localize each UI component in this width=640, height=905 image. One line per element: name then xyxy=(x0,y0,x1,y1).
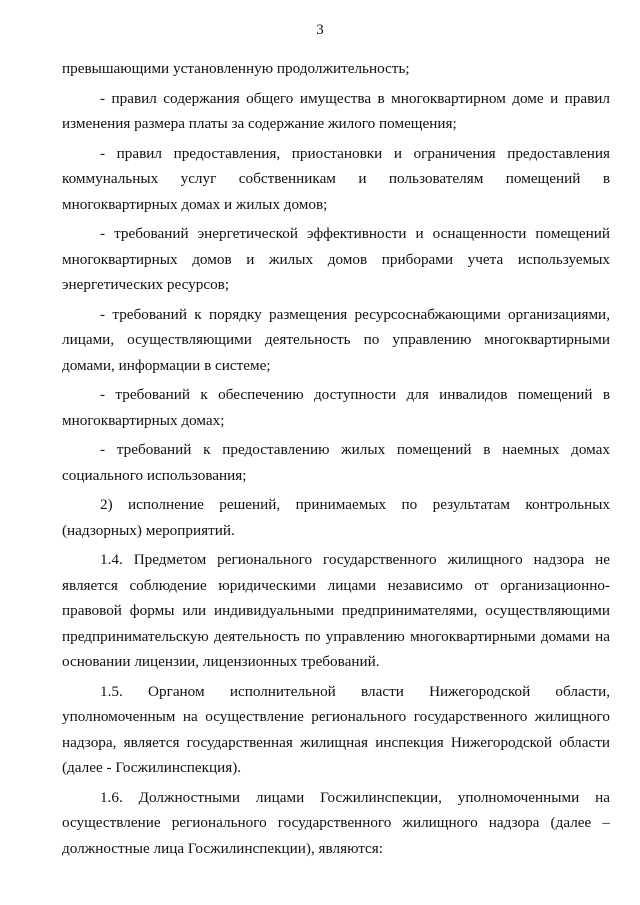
paragraph: - требований к порядку размещения ресурсоснабжающими организациями, лицами, осуществляющими деятельность по управлению многоквартирными домами, информации в системе; xyxy=(62,305,610,374)
paragraph: - правил предоставления, приостановки и ограничения предоставления коммунальных услуг собственникам и пользователям помещений в многоквартирных домах и жилых домов; xyxy=(62,144,610,213)
paragraph: - требований к предоставлению жилых помещений в наемных домах социального использования; xyxy=(62,441,610,484)
page-number: 3 xyxy=(316,22,324,38)
paragraph: 1.4. Предметом регионального государственного жилищного надзора не является соблюдение юридическими лицами независимо от организационно-правовой формы или индивидуальными предпринимателями, осуществляющими предпринимательскую деятельность по управлению многоквартирными домами на основании лицензии, лицензионных требований. xyxy=(62,551,610,670)
paragraph: - правил содержания общего имущества в многоквартирном доме и правил изменения размера платы за содержание жилого помещения; xyxy=(62,89,610,132)
paragraph: 1.6. Должностными лицами Госжилинспекции, уполномоченными на осуществление регионального государственного жилищного надзора (далее – должностные лица Госжилинспекции), являются: xyxy=(62,788,610,857)
document-body xyxy=(62,56,610,865)
paragraph: 1.5. Органом исполнительной власти Нижегородской области, уполномоченным на осуществление регионального государственного жилищного надзора, является государственная жилищная инспекция Нижегородской области (далее - Госжилинспекция). xyxy=(62,682,610,776)
paragraph: превышающими установленную продолжительность; xyxy=(62,60,410,77)
paragraph: 2) исполнение решений, принимаемых по результатам контрольных (надзорных) мероприятий. xyxy=(62,496,610,539)
paragraph: - требований к обеспечению доступности для инвалидов помещений в многоквартирных домах; xyxy=(62,386,610,429)
paragraph: - требований энергетической эффективности и оснащенности помещений многоквартирных домов и жилых домов приборами учета используемых энергетических ресурсов; xyxy=(62,225,610,293)
